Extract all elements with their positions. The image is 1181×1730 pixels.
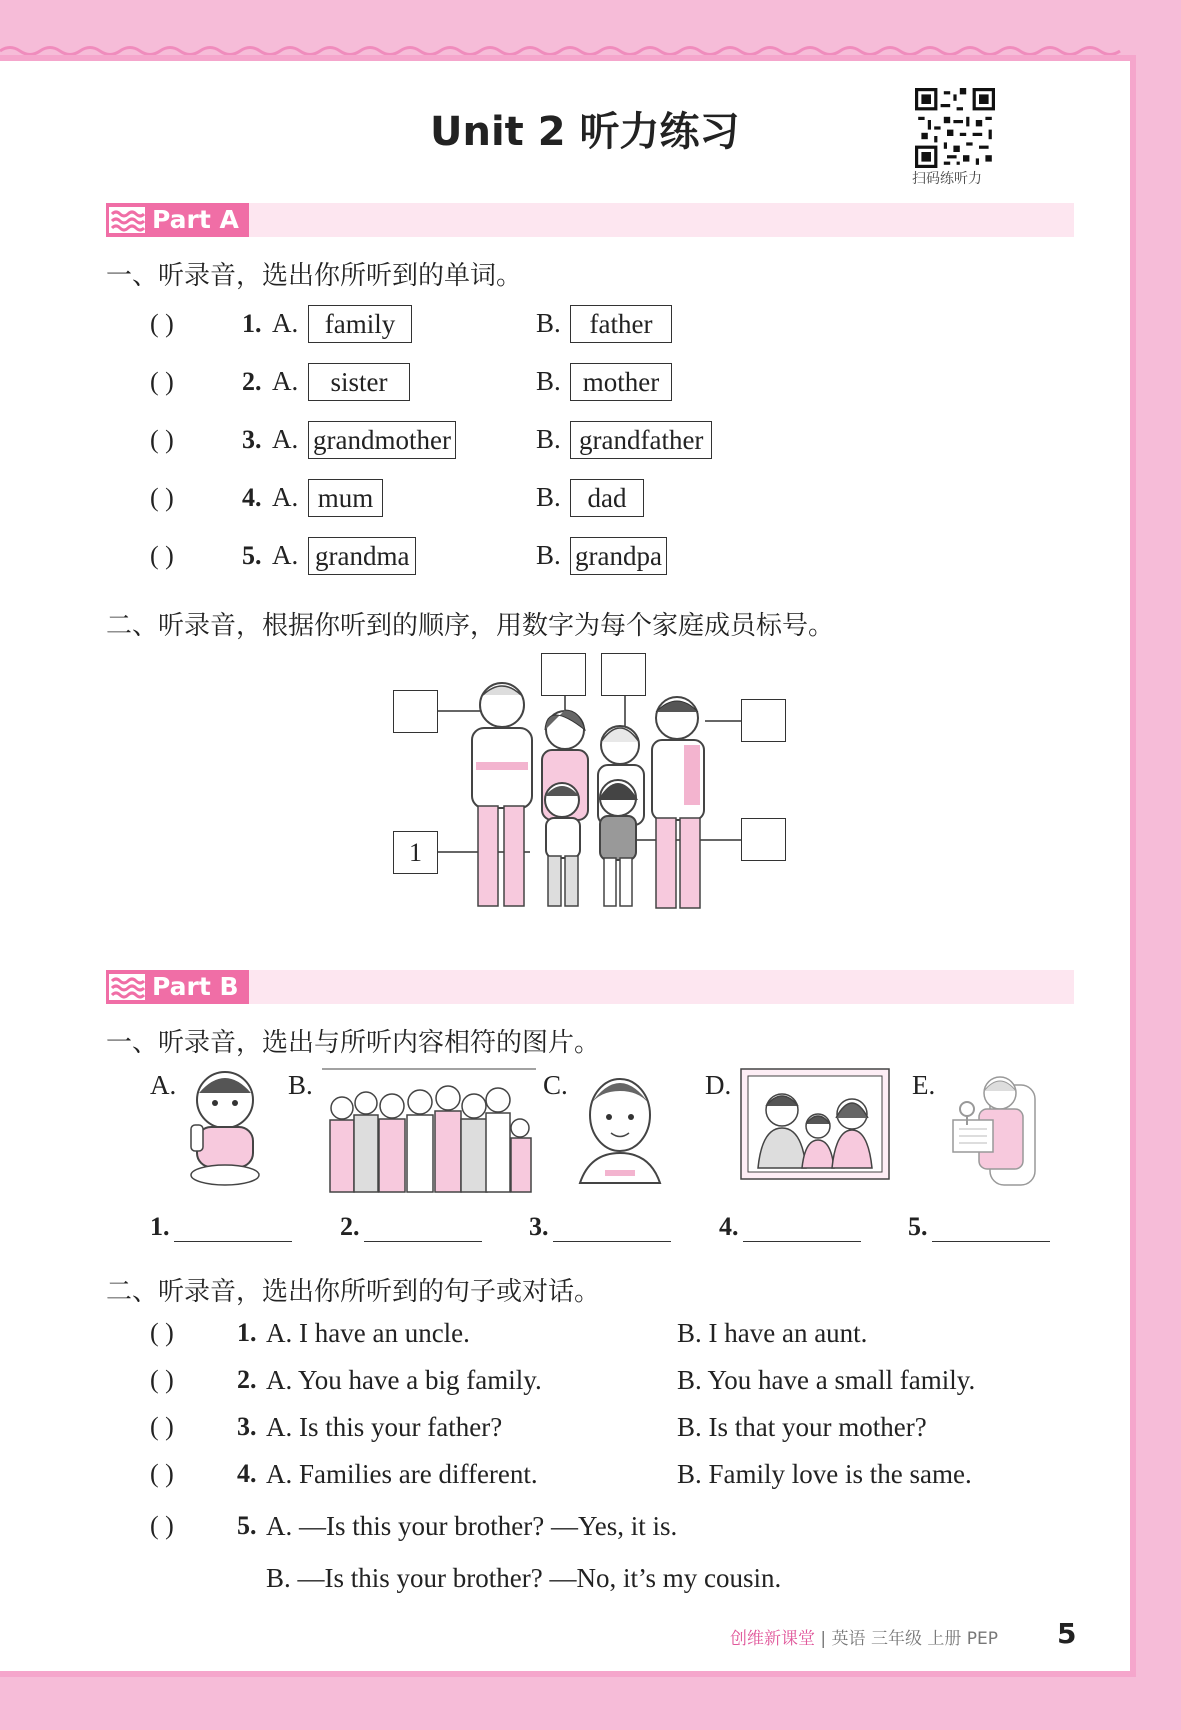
blank-number: 3. (529, 1212, 549, 1241)
big-family-illustration (322, 1068, 536, 1196)
option-a-label: A. (272, 366, 299, 396)
boy-portrait-illustration (575, 1065, 665, 1185)
option-b-sentence: B. Is that your mother? (677, 1412, 927, 1442)
qr-code-icon[interactable] (915, 88, 995, 168)
answer-paren[interactable]: ( ) (150, 541, 174, 570)
picture-label: E. (912, 1070, 936, 1100)
option-b-label: B. (536, 308, 561, 338)
option-a-sentence: A. You have a big family. (266, 1365, 542, 1395)
family-label-box[interactable] (601, 653, 646, 696)
option-a-word: grandma (308, 537, 416, 575)
part-b-section2-heading: 二、听录音，选出你所听到的句子或对话。 (106, 1277, 601, 1307)
answer-blank[interactable] (719, 1212, 861, 1242)
sentence-choice-row (150, 1318, 1010, 1354)
answer-paren[interactable]: ( ) (150, 367, 174, 396)
part-a-bar (106, 203, 1074, 237)
family-portrait-illustration (390, 650, 800, 930)
option-b-word: dad (570, 479, 644, 517)
blank-line[interactable] (553, 1213, 671, 1242)
option-b-label: B. (536, 424, 561, 454)
waves-icon (109, 974, 145, 1000)
blank-number: 2. (340, 1212, 360, 1241)
option-a-word: mum (308, 479, 383, 517)
page-title: Unit 2 听力练习 (430, 109, 740, 155)
option-b-sentence: B. I have an aunt. (677, 1318, 868, 1348)
item-number: 5. (237, 1511, 257, 1540)
footer-book-info: 英语 三年级 上册 PEP (831, 1629, 999, 1649)
qr-label: 扫码练听力 (912, 171, 982, 187)
blank-line[interactable] (743, 1213, 861, 1242)
item-number: 4. (237, 1459, 257, 1488)
option-b-label: B. (536, 482, 561, 512)
picture-label: D. (705, 1070, 732, 1100)
option-b-sentence: B. You have a small family. (677, 1365, 976, 1395)
answer-paren[interactable]: ( ) (150, 309, 174, 338)
option-b-word: mother (570, 363, 672, 401)
answer-blank[interactable] (340, 1212, 482, 1242)
option-a-sentence: A. —Is this your brother? —Yes, it is. (266, 1511, 678, 1541)
word-choice-row (150, 305, 750, 345)
option-a-sentence: A. I have an uncle. (266, 1318, 470, 1348)
sentence-choice-row (150, 1459, 1010, 1495)
part-b-section1-heading: 一、听录音，选出与所听内容相符的图片。 (106, 1028, 601, 1058)
option-b-word: grandfather (570, 421, 712, 459)
part-a-tag (106, 203, 249, 237)
option-b-sentence: B. —Is this your brother? —No, it’s my cousin. (266, 1563, 782, 1593)
option-a-label: A. (272, 308, 299, 338)
picture-label: C. (543, 1070, 568, 1100)
answer-paren[interactable]: ( ) (150, 1412, 174, 1441)
footer-separator: | (820, 1629, 827, 1649)
footer-info (730, 1624, 998, 1649)
part-b-label: Part B (152, 972, 239, 1001)
part-a-section1-heading: 一、听录音，选出你所听到的单词。 (106, 261, 523, 291)
option-a-word: grandmother (308, 421, 456, 459)
part-b-bar (106, 970, 1074, 1004)
option-b-label: B. (536, 540, 561, 570)
family-label-box-filled[interactable]: 1 (393, 831, 438, 874)
word-choice-row (150, 479, 750, 519)
footer-brand: 创维新课堂 (730, 1629, 815, 1649)
part-a-section2-heading: 二、听录音，根据你听到的顺序，用数字为每个家庭成员标号。 (106, 611, 835, 641)
option-b-sentence: B. Family love is the same. (677, 1459, 972, 1489)
answer-blank[interactable] (150, 1212, 292, 1242)
item-number: 5. (242, 541, 262, 570)
answer-paren[interactable]: ( ) (150, 1459, 174, 1488)
page-number: 5 (1057, 1617, 1077, 1650)
answer-blank[interactable] (529, 1212, 671, 1242)
option-a-label: A. (272, 540, 299, 570)
option-a-label: A. (272, 424, 299, 454)
picture-label: A. (150, 1070, 177, 1100)
option-a-sentence: A. Families are different. (266, 1459, 538, 1489)
blank-number: 1. (150, 1212, 170, 1241)
option-a-sentence: A. Is this your father? (266, 1412, 503, 1442)
option-b-word: father (570, 305, 672, 343)
word-choice-row (150, 421, 800, 461)
family-photo-frame-illustration (740, 1068, 890, 1180)
option-a-word: family (308, 305, 412, 343)
word-choice-row (150, 537, 750, 577)
grandpa-reading-illustration (945, 1065, 1040, 1190)
option-a-word: sister (308, 363, 410, 401)
waves-icon (109, 207, 145, 233)
answer-paren[interactable]: ( ) (150, 425, 174, 454)
answer-paren[interactable]: ( ) (150, 1511, 174, 1540)
blank-line[interactable] (364, 1213, 482, 1242)
item-number: 1. (242, 309, 262, 338)
family-label-box[interactable] (741, 818, 786, 861)
picture-label: B. (288, 1070, 313, 1100)
blank-number: 5. (908, 1212, 928, 1241)
item-number: 2. (242, 367, 262, 396)
item-number: 4. (242, 483, 262, 512)
family-label-box[interactable] (741, 699, 786, 742)
blank-number: 4. (719, 1212, 739, 1241)
sentence-choice-row (150, 1511, 1010, 1601)
answer-paren[interactable]: ( ) (150, 1318, 174, 1347)
family-label-box[interactable] (393, 690, 438, 733)
blank-line[interactable] (932, 1213, 1050, 1242)
sentence-choice-row (150, 1412, 1010, 1448)
answer-blank[interactable] (908, 1212, 1050, 1242)
option-a-label: A. (272, 482, 299, 512)
option-b-label: B. (536, 366, 561, 396)
answer-paren[interactable]: ( ) (150, 483, 174, 512)
item-number: 2. (237, 1365, 257, 1394)
item-number: 3. (242, 425, 262, 454)
word-choice-row (150, 363, 750, 403)
item-number: 3. (237, 1412, 257, 1441)
answer-paren[interactable]: ( ) (150, 1365, 174, 1394)
baby-with-bottle-illustration (185, 1065, 265, 1190)
part-b-tag (106, 970, 249, 1004)
blank-line[interactable] (174, 1213, 292, 1242)
part-a-label: Part A (152, 205, 239, 234)
family-label-box[interactable] (541, 653, 586, 696)
sentence-choice-row (150, 1365, 1010, 1401)
option-b-word: grandpa (570, 537, 667, 575)
item-number: 1. (237, 1318, 257, 1347)
